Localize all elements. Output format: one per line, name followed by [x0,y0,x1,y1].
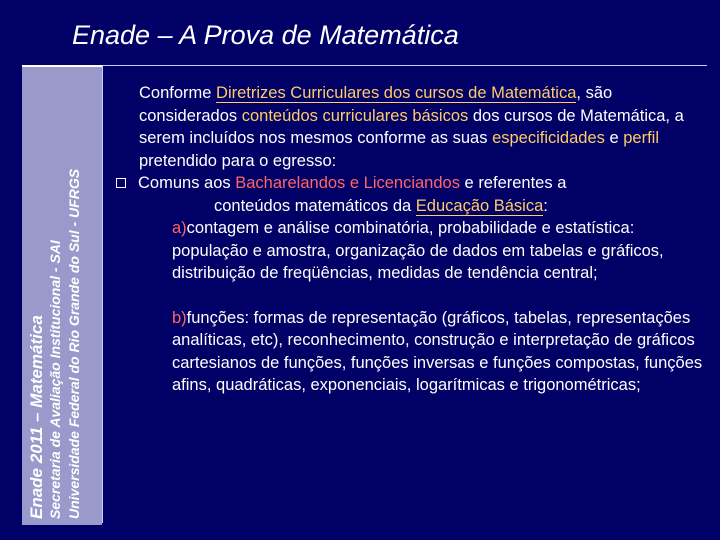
bullet-text-1: Comuns aos [138,174,236,192]
list-item-a [172,217,710,285]
intro-highlight-diretrizes: Diretrizes Curriculares dos cursos de Matemática [216,84,577,102]
bullet-text-3: conteúdos matemáticos da [214,196,416,215]
intro-text-5: pretendido para o egresso: [139,151,337,170]
intro-highlight-conteudos: conteúdos curriculares básicos [241,106,469,125]
list-item-b-text: funções: formas de representação (gráficos, tabelas, representações analíticas, etc), reconhecimento, construção e interpretação de gráficos cartesianos de funções, funções inversas e funções compostas, funções afins, quadráticas, exponenciais, logarítmicas e trigonométricas; [172,308,703,394]
sidebar-line-1: Enade 2011 – Matemática [27,315,46,519]
intro-text-1: Conforme [139,84,217,102]
list-item-a-text: contagem e análise combinatória, probabilidade e estatística: população e amostra, organização de dados em tabelas e gráficos, distribuição de freqüências, medidas de tendência central; [172,219,664,282]
bullet-highlight-bacharelandos: Bacharelandos e Licenciandos [235,174,460,192]
bullet-text-2: e referentes a [459,174,567,192]
frame-divider-left [102,65,103,523]
sidebar-line-2: Secretaria de Avaliação Institucional - SAI [47,240,63,519]
intro-highlight-especificidades: especificidades [492,129,605,147]
bullet-text-4: : [543,196,548,215]
sidebar-panel [22,65,102,525]
frame-divider-top [102,65,707,66]
bullet-item [112,172,710,195]
list-item-a-label: a) [172,219,187,237]
intro-highlight-perfil: perfil [623,129,660,147]
sidebar-line-3: Universidade Federal do Rio Grande do Sul - UFRGS [66,168,82,519]
intro-text-3: dos cursos de Matemática, a serem incluídos nos mesmos conforme as suas [139,106,684,147]
sidebar-vertical-text [27,69,84,519]
list-item-b-label: b) [172,308,187,327]
checkbox-bullet-icon [116,178,126,188]
slide-title: Enade – A Prova de Matemática [72,20,459,50]
intro-text-2: , são considerados [139,84,613,125]
bullet-highlight-educacao-basica: Educação Básica [415,196,544,215]
intro-text-4: e [604,129,624,147]
list-item-b [172,307,710,397]
bullet-continuation [214,195,710,218]
intro-paragraph [139,82,710,172]
slide-content [112,82,710,397]
